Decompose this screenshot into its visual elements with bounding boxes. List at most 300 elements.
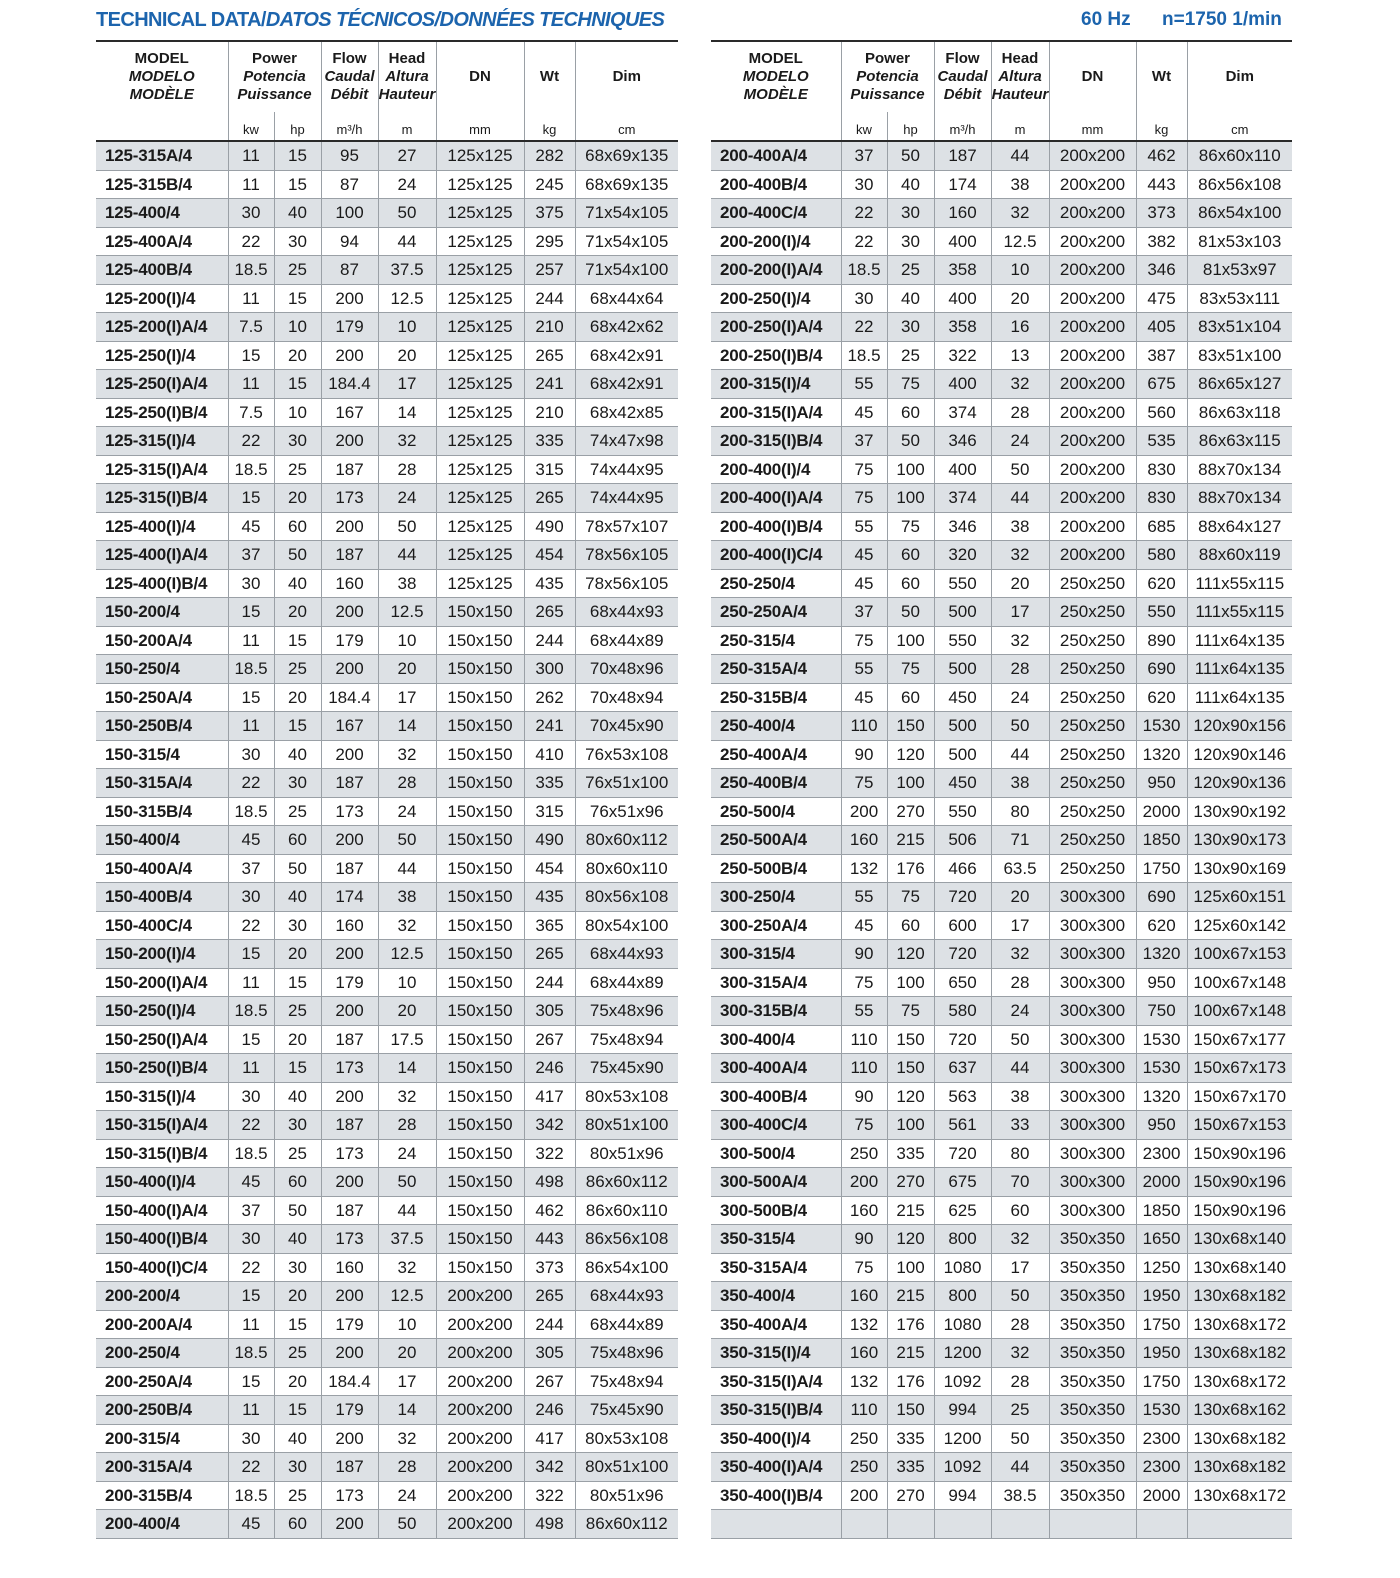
power-kw-cell: 75 bbox=[841, 769, 887, 798]
head-cell: 80 bbox=[991, 1139, 1049, 1168]
head-cell: 50 bbox=[378, 1168, 436, 1197]
flow-cell: 994 bbox=[934, 1481, 991, 1510]
dimensions-cell: 68x44x93 bbox=[575, 1282, 678, 1311]
dn-cell: 350x350 bbox=[1049, 1225, 1136, 1254]
model-cell: 150-250(I)A/4 bbox=[96, 1025, 228, 1054]
table-row bbox=[96, 1225, 678, 1254]
table-row bbox=[96, 256, 678, 285]
flow-cell: 200 bbox=[321, 598, 378, 627]
power-hp-cell: 150 bbox=[887, 1054, 934, 1083]
power-hp-cell: 30 bbox=[887, 199, 934, 228]
power-hp-cell: 60 bbox=[887, 541, 934, 570]
dimensions-cell: 120x90x146 bbox=[1187, 740, 1292, 769]
weight-cell: 257 bbox=[524, 256, 575, 285]
dn-cell: 125x125 bbox=[436, 341, 524, 370]
model-cell: 350-400(I)A/4 bbox=[711, 1453, 841, 1482]
power-hp-cell: 15 bbox=[274, 141, 321, 170]
head-cell: 17 bbox=[378, 683, 436, 712]
power-hp-cell: 10 bbox=[274, 398, 321, 427]
head-cell: 60 bbox=[991, 1196, 1049, 1225]
power-kw-cell: 45 bbox=[841, 541, 887, 570]
weight-cell: 300 bbox=[524, 655, 575, 684]
table-row bbox=[96, 512, 678, 541]
model-cell: 250-315A/4 bbox=[711, 655, 841, 684]
head-cell: 17 bbox=[378, 1367, 436, 1396]
power-hp-cell: 150 bbox=[887, 1025, 934, 1054]
table-row bbox=[711, 569, 1292, 598]
power-hp-cell: 120 bbox=[887, 740, 934, 769]
model-cell: 350-315/4 bbox=[711, 1225, 841, 1254]
power-kw-cell: 15 bbox=[228, 1282, 274, 1311]
dn-cell: 350x350 bbox=[1049, 1310, 1136, 1339]
power-kw-cell: 30 bbox=[228, 199, 274, 228]
flow-cell: 95 bbox=[321, 141, 378, 170]
power-kw-cell: 250 bbox=[841, 1453, 887, 1482]
empty-row bbox=[711, 1510, 1292, 1539]
table-row bbox=[96, 427, 678, 456]
table-row bbox=[711, 854, 1292, 883]
power-kw-cell: 37 bbox=[841, 598, 887, 627]
col-power-header: Power Potencia Puissance bbox=[228, 41, 321, 112]
flow-cell: 87 bbox=[321, 170, 378, 199]
power-kw-cell: 132 bbox=[841, 1367, 887, 1396]
col-head-header: Head Altura Hauteur bbox=[991, 41, 1049, 112]
dn-cell: 350x350 bbox=[1049, 1481, 1136, 1510]
model-cell: 200-315(I)/4 bbox=[711, 370, 841, 399]
flow-cell: 600 bbox=[934, 911, 991, 940]
table-row bbox=[711, 655, 1292, 684]
dn-cell: 200x200 bbox=[1049, 541, 1136, 570]
title-english: TECHNICAL DATA/ bbox=[96, 9, 266, 31]
power-hp-cell: 176 bbox=[887, 1310, 934, 1339]
unit-kw: kw bbox=[228, 112, 274, 141]
flow-cell: 187 bbox=[321, 1025, 378, 1054]
flow-cell: 561 bbox=[934, 1111, 991, 1140]
power-kw-cell: 30 bbox=[841, 284, 887, 313]
table-row bbox=[96, 1310, 678, 1339]
dimensions-cell: 81x53x97 bbox=[1187, 256, 1292, 285]
dn-cell: 200x200 bbox=[436, 1367, 524, 1396]
flow-cell: 1092 bbox=[934, 1367, 991, 1396]
col-model-header: MODEL MODELO MODÈLE bbox=[96, 41, 228, 112]
head-cell: 44 bbox=[991, 484, 1049, 513]
table-row bbox=[96, 883, 678, 912]
weight-cell: 950 bbox=[1136, 1111, 1187, 1140]
dimensions-cell: 75x48x94 bbox=[575, 1025, 678, 1054]
head-cell: 20 bbox=[991, 284, 1049, 313]
table-row bbox=[711, 1225, 1292, 1254]
dimensions-cell: 88x70x134 bbox=[1187, 484, 1292, 513]
dn-cell: 250x250 bbox=[1049, 598, 1136, 627]
dn-cell: 300x300 bbox=[1049, 883, 1136, 912]
table-row bbox=[96, 484, 678, 513]
head-cell: 50 bbox=[378, 826, 436, 855]
table-row bbox=[711, 940, 1292, 969]
weight-cell: 305 bbox=[524, 1339, 575, 1368]
power-hp-cell: 15 bbox=[274, 626, 321, 655]
head-cell: 44 bbox=[991, 740, 1049, 769]
dimensions-cell: 78x56x105 bbox=[575, 569, 678, 598]
flow-cell: 466 bbox=[934, 854, 991, 883]
dimensions-cell: 150x90x196 bbox=[1187, 1168, 1292, 1197]
flow-cell: 650 bbox=[934, 968, 991, 997]
head-cell: 44 bbox=[991, 1054, 1049, 1083]
table-row bbox=[96, 626, 678, 655]
model-cell: 300-315/4 bbox=[711, 940, 841, 969]
table-row bbox=[96, 1196, 678, 1225]
table-row bbox=[711, 199, 1292, 228]
power-hp-cell: 25 bbox=[274, 797, 321, 826]
head-cell: 12.5 bbox=[378, 1282, 436, 1311]
unit-dn: mm bbox=[436, 112, 524, 141]
dimensions-cell: 130x68x182 bbox=[1187, 1424, 1292, 1453]
power-hp-cell: 120 bbox=[887, 940, 934, 969]
weight-cell: 1850 bbox=[1136, 826, 1187, 855]
power-kw-cell: 75 bbox=[841, 968, 887, 997]
power-hp-cell: 50 bbox=[887, 427, 934, 456]
weight-cell: 498 bbox=[524, 1168, 575, 1197]
weight-cell: 365 bbox=[524, 911, 575, 940]
dimensions-cell: 75x48x94 bbox=[575, 1367, 678, 1396]
table-row bbox=[711, 626, 1292, 655]
model-cell: 125-250(I)/4 bbox=[96, 341, 228, 370]
power-hp-cell: 176 bbox=[887, 854, 934, 883]
dn-cell: 200x200 bbox=[1049, 284, 1136, 313]
table-row bbox=[96, 1253, 678, 1282]
dimensions-cell: 80x51x100 bbox=[575, 1111, 678, 1140]
weight-cell: 1950 bbox=[1136, 1339, 1187, 1368]
power-hp-cell: 40 bbox=[274, 883, 321, 912]
flow-cell: 173 bbox=[321, 1139, 378, 1168]
power-hp-cell: 50 bbox=[274, 854, 321, 883]
table-row bbox=[96, 740, 678, 769]
power-kw-cell: 30 bbox=[228, 1424, 274, 1453]
dn-cell: 150x150 bbox=[436, 997, 524, 1026]
dn-cell: 350x350 bbox=[1049, 1424, 1136, 1453]
flow-cell: 94 bbox=[321, 227, 378, 256]
table-row bbox=[96, 1111, 678, 1140]
flow-cell: 500 bbox=[934, 655, 991, 684]
table-row bbox=[96, 1481, 678, 1510]
power-hp-cell: 40 bbox=[274, 1082, 321, 1111]
dn-cell: 200x200 bbox=[1049, 341, 1136, 370]
model-cell: 300-315A/4 bbox=[711, 968, 841, 997]
power-kw-cell: 18.5 bbox=[841, 341, 887, 370]
dimensions-cell: 111x64x135 bbox=[1187, 683, 1292, 712]
dimensions-cell: 68x42x85 bbox=[575, 398, 678, 427]
power-kw-cell: 22 bbox=[228, 427, 274, 456]
dimensions-cell: 86x63x118 bbox=[1187, 398, 1292, 427]
model-cell: 300-500B/4 bbox=[711, 1196, 841, 1225]
model-cell: 200-315(I)B/4 bbox=[711, 427, 841, 456]
head-cell: 32 bbox=[991, 1225, 1049, 1254]
dimensions-cell: 125x60x151 bbox=[1187, 883, 1292, 912]
power-kw-cell: 132 bbox=[841, 1310, 887, 1339]
flow-cell: 173 bbox=[321, 797, 378, 826]
model-cell: 150-200(I)A/4 bbox=[96, 968, 228, 997]
flow-cell: 346 bbox=[934, 512, 991, 541]
power-hp-cell: 60 bbox=[887, 683, 934, 712]
dimensions-cell: 130x90x169 bbox=[1187, 854, 1292, 883]
model-cell: 125-200(I)/4 bbox=[96, 284, 228, 313]
flow-cell: 174 bbox=[934, 170, 991, 199]
model-cell: 200-315(I)A/4 bbox=[711, 398, 841, 427]
flow-cell: 994 bbox=[934, 1396, 991, 1425]
weight-cell: 373 bbox=[1136, 199, 1187, 228]
model-cell: 350-400A/4 bbox=[711, 1310, 841, 1339]
dn-cell: 125x125 bbox=[436, 484, 524, 513]
power-kw-cell: 160 bbox=[841, 1196, 887, 1225]
dn-cell: 200x200 bbox=[436, 1396, 524, 1425]
head-cell: 24 bbox=[378, 170, 436, 199]
unit-wt: kg bbox=[524, 112, 575, 141]
weight-cell: 265 bbox=[524, 940, 575, 969]
table-row bbox=[96, 1082, 678, 1111]
dimensions-cell: 125x60x142 bbox=[1187, 911, 1292, 940]
dn-cell: 200x200 bbox=[1049, 512, 1136, 541]
head-cell: 38 bbox=[991, 170, 1049, 199]
dn-cell: 150x150 bbox=[436, 1082, 524, 1111]
model-cell: 125-315(I)/4 bbox=[96, 427, 228, 456]
flow-cell: 160 bbox=[321, 1253, 378, 1282]
model-cell: 125-315A/4 bbox=[96, 141, 228, 170]
power-kw-cell: 30 bbox=[228, 740, 274, 769]
flow-cell: 187 bbox=[321, 1453, 378, 1482]
weight-cell: 335 bbox=[524, 769, 575, 798]
weight-cell: 405 bbox=[1136, 313, 1187, 342]
weight-cell: 1750 bbox=[1136, 854, 1187, 883]
dn-cell: 125x125 bbox=[436, 569, 524, 598]
weight-cell: 375 bbox=[524, 199, 575, 228]
power-kw-cell: 30 bbox=[841, 170, 887, 199]
model-cell: 150-400/4 bbox=[96, 826, 228, 855]
weight-cell: 1850 bbox=[1136, 1196, 1187, 1225]
head-cell: 20 bbox=[378, 655, 436, 684]
flow-cell: 720 bbox=[934, 883, 991, 912]
table-row bbox=[96, 1168, 678, 1197]
dimensions-cell: 71x54x105 bbox=[575, 227, 678, 256]
power-kw-cell: 18.5 bbox=[228, 655, 274, 684]
model-cell: 150-315(I)B/4 bbox=[96, 1139, 228, 1168]
head-cell: 28 bbox=[991, 968, 1049, 997]
power-hp-cell: 15 bbox=[274, 1310, 321, 1339]
model-cell: 350-315(I)/4 bbox=[711, 1339, 841, 1368]
dn-cell: 125x125 bbox=[436, 512, 524, 541]
flow-cell: 173 bbox=[321, 1054, 378, 1083]
dn-cell: 350x350 bbox=[1049, 1339, 1136, 1368]
unit-kw: kw bbox=[841, 112, 887, 141]
flow-cell: 720 bbox=[934, 940, 991, 969]
dimensions-cell: 86x60x110 bbox=[1187, 141, 1292, 170]
table-row bbox=[711, 484, 1292, 513]
head-cell: 50 bbox=[378, 199, 436, 228]
weight-cell: 382 bbox=[1136, 227, 1187, 256]
power-kw-cell: 11 bbox=[228, 1396, 274, 1425]
weight-cell: 890 bbox=[1136, 626, 1187, 655]
power-hp-cell: 75 bbox=[887, 883, 934, 912]
weight-cell: 241 bbox=[524, 712, 575, 741]
dn-cell: 150x150 bbox=[436, 854, 524, 883]
dimensions-cell: 100x67x153 bbox=[1187, 940, 1292, 969]
power-hp-cell: 176 bbox=[887, 1367, 934, 1396]
head-cell: 71 bbox=[991, 826, 1049, 855]
weight-cell: 675 bbox=[1136, 370, 1187, 399]
weight-cell: 620 bbox=[1136, 911, 1187, 940]
table-row bbox=[711, 170, 1292, 199]
flow-cell: 200 bbox=[321, 740, 378, 769]
model-cell: 300-250A/4 bbox=[711, 911, 841, 940]
model-cell: 150-400(I)/4 bbox=[96, 1168, 228, 1197]
model-cell: 150-250(I)/4 bbox=[96, 997, 228, 1026]
power-hp-cell: 100 bbox=[887, 1111, 934, 1140]
table-row bbox=[711, 1025, 1292, 1054]
power-hp-cell: 270 bbox=[887, 1168, 934, 1197]
power-kw-cell: 30 bbox=[228, 883, 274, 912]
weight-cell: 410 bbox=[524, 740, 575, 769]
power-hp-cell: 215 bbox=[887, 1339, 934, 1368]
head-cell: 20 bbox=[991, 883, 1049, 912]
dn-cell: 350x350 bbox=[1049, 1396, 1136, 1425]
weight-cell: 267 bbox=[524, 1367, 575, 1396]
dn-cell: 150x150 bbox=[436, 712, 524, 741]
flow-cell: 184.4 bbox=[321, 370, 378, 399]
dimensions-cell: 70x45x90 bbox=[575, 712, 678, 741]
dn-cell: 250x250 bbox=[1049, 683, 1136, 712]
flow-cell: 200 bbox=[321, 1510, 378, 1539]
power-hp-cell: 30 bbox=[274, 427, 321, 456]
weight-cell: 265 bbox=[524, 484, 575, 513]
dimensions-cell: 130x68x140 bbox=[1187, 1253, 1292, 1282]
flow-cell: 200 bbox=[321, 284, 378, 313]
power-kw-cell: 18.5 bbox=[228, 1481, 274, 1510]
dn-cell: 250x250 bbox=[1049, 626, 1136, 655]
dn-cell: 125x125 bbox=[436, 455, 524, 484]
dn-cell: 250x250 bbox=[1049, 712, 1136, 741]
dn-cell: 200x200 bbox=[1049, 427, 1136, 456]
head-cell: 20 bbox=[378, 341, 436, 370]
power-kw-cell: 45 bbox=[228, 512, 274, 541]
dn-cell: 150x150 bbox=[436, 940, 524, 969]
dimensions-cell: 88x64x127 bbox=[1187, 512, 1292, 541]
flow-cell: 200 bbox=[321, 655, 378, 684]
model-cell: 150-315A/4 bbox=[96, 769, 228, 798]
weight-cell: 1530 bbox=[1136, 1396, 1187, 1425]
flow-cell: 179 bbox=[321, 968, 378, 997]
power-hp-cell: 20 bbox=[274, 598, 321, 627]
power-hp-cell: 15 bbox=[274, 712, 321, 741]
dimensions-cell: 130x90x192 bbox=[1187, 797, 1292, 826]
dn-cell: 150x150 bbox=[436, 683, 524, 712]
dimensions-cell: 68x44x89 bbox=[575, 1310, 678, 1339]
dimensions-cell: 68x44x93 bbox=[575, 940, 678, 969]
table-row bbox=[96, 968, 678, 997]
table-row bbox=[711, 1253, 1292, 1282]
power-hp-cell: 100 bbox=[887, 968, 934, 997]
head-cell: 12.5 bbox=[378, 284, 436, 313]
model-cell: 200-200/4 bbox=[96, 1282, 228, 1311]
table-row bbox=[96, 313, 678, 342]
dimensions-cell: 80x60x112 bbox=[575, 826, 678, 855]
power-hp-cell: 20 bbox=[274, 1367, 321, 1396]
power-hp-cell: 270 bbox=[887, 1481, 934, 1510]
head-cell: 20 bbox=[991, 569, 1049, 598]
dn-cell: 200x200 bbox=[1049, 313, 1136, 342]
table-row bbox=[96, 1424, 678, 1453]
table-row bbox=[711, 541, 1292, 570]
power-hp-cell: 120 bbox=[887, 1225, 934, 1254]
table-row bbox=[711, 1111, 1292, 1140]
model-cell: 150-315B/4 bbox=[96, 797, 228, 826]
table-row bbox=[711, 769, 1292, 798]
table-row bbox=[96, 199, 678, 228]
table-row bbox=[711, 455, 1292, 484]
head-cell: 24 bbox=[991, 427, 1049, 456]
table-row bbox=[96, 569, 678, 598]
weight-cell: 282 bbox=[524, 141, 575, 170]
power-hp-cell: 25 bbox=[887, 256, 934, 285]
unit-head: m bbox=[991, 112, 1049, 141]
dn-cell: 150x150 bbox=[436, 626, 524, 655]
table-row bbox=[96, 854, 678, 883]
weight-cell: 435 bbox=[524, 569, 575, 598]
power-kw-cell: 30 bbox=[228, 1082, 274, 1111]
dn-cell: 300x300 bbox=[1049, 1168, 1136, 1197]
weight-cell: 2000 bbox=[1136, 1481, 1187, 1510]
table-row bbox=[711, 1339, 1292, 1368]
table-row bbox=[711, 797, 1292, 826]
model-cell: 150-400(I)B/4 bbox=[96, 1225, 228, 1254]
dimensions-cell: 81x53x103 bbox=[1187, 227, 1292, 256]
dimensions-cell: 86x56x108 bbox=[575, 1225, 678, 1254]
table-row bbox=[711, 997, 1292, 1026]
flow-cell: 320 bbox=[934, 541, 991, 570]
dimensions-cell: 76x51x96 bbox=[575, 797, 678, 826]
model-cell: 350-315(I)A/4 bbox=[711, 1367, 841, 1396]
power-kw-cell: 11 bbox=[228, 1310, 274, 1339]
dn-cell: 350x350 bbox=[1049, 1367, 1136, 1396]
flow-cell: 200 bbox=[321, 826, 378, 855]
head-cell: 28 bbox=[378, 1111, 436, 1140]
power-kw-cell: 22 bbox=[841, 199, 887, 228]
flow-cell: 400 bbox=[934, 370, 991, 399]
table-row bbox=[96, 598, 678, 627]
dn-cell: 250x250 bbox=[1049, 655, 1136, 684]
table-row bbox=[96, 141, 678, 170]
flow-cell: 87 bbox=[321, 256, 378, 285]
model-cell: 250-400A/4 bbox=[711, 740, 841, 769]
power-hp-cell: 25 bbox=[274, 1481, 321, 1510]
model-cell: 125-250(I)A/4 bbox=[96, 370, 228, 399]
dn-cell: 200x200 bbox=[436, 1282, 524, 1311]
weight-cell: 690 bbox=[1136, 655, 1187, 684]
head-cell: 50 bbox=[991, 1025, 1049, 1054]
dn-cell: 150x150 bbox=[436, 968, 524, 997]
flow-cell: 174 bbox=[321, 883, 378, 912]
dn-cell: 125x125 bbox=[436, 313, 524, 342]
head-cell: 28 bbox=[378, 1453, 436, 1482]
power-kw-cell: 160 bbox=[841, 1339, 887, 1368]
power-kw-cell: 15 bbox=[228, 1025, 274, 1054]
model-cell: 200-400(I)/4 bbox=[711, 455, 841, 484]
power-kw-cell: 45 bbox=[228, 1510, 274, 1539]
table-row bbox=[711, 341, 1292, 370]
model-cell: 150-250A/4 bbox=[96, 683, 228, 712]
dn-cell: 200x200 bbox=[1049, 455, 1136, 484]
power-kw-cell: 11 bbox=[228, 1054, 274, 1083]
model-cell: 125-400/4 bbox=[96, 199, 228, 228]
table-row bbox=[711, 1453, 1292, 1482]
head-cell: 13 bbox=[991, 341, 1049, 370]
